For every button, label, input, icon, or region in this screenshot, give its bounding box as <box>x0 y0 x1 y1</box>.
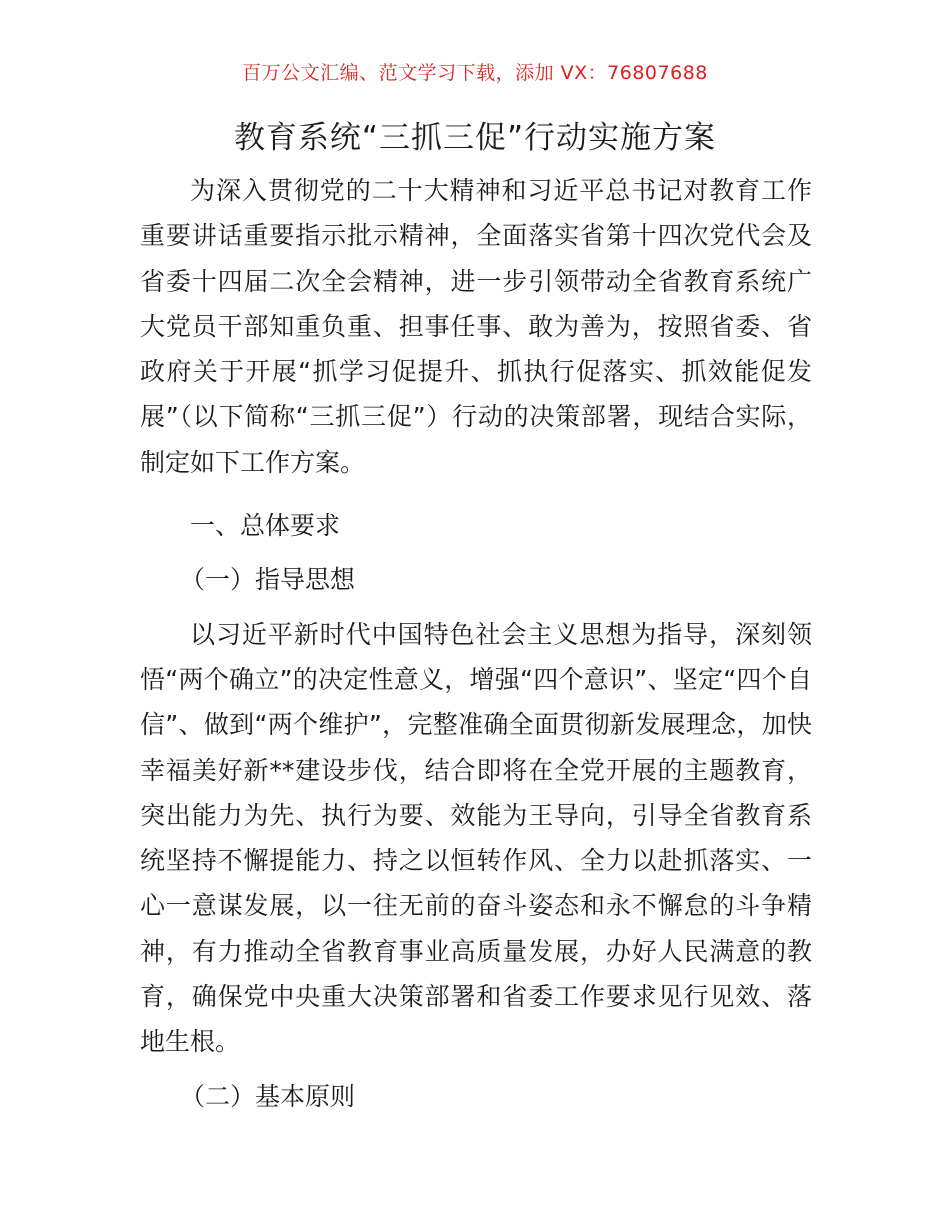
section-heading-general-requirements: 一、总体要求 <box>190 511 341 541</box>
guiding-ideology-paragraph: 以习近平新时代中国特色社会主义思想为指导，深刻领悟“两个确立”的决定性意义，增强“四个意识”、坚定“四个自信”、做到“两个维护”，完整准确全面贯彻新发展理念，加快幸福美好新**建设步伐，结合即将在全党开展的主题教育，突出能力为先、执行为要、效能为王导向，引导全省教育系统坚持不懈提能力、持之以恒转作风、全力以赴抓落实、一心一意谋发展，以一往无前的奋斗姿态和永不懈怠的斗争精神，有力推动全省教育事业高质量发展，办好人民满意的教育，确保党中央重大决策部署和省委工作要求见行见效、落地生根。 <box>140 619 812 1057</box>
subsection-heading-guiding-ideology: （一）指导思想 <box>180 565 356 595</box>
document-title: 教育系统“三抓三促”行动实施方案 <box>233 120 717 156</box>
subsection-heading-basic-principles: （二）基本原则 <box>180 1081 356 1111</box>
document-body <box>140 168 812 1119</box>
intro-paragraph: 为深入贯彻党的二十大精神和习近平总书记对教育工作重要讲话重要指示批示精神，全面落实省第十四次党代会及省委十四届二次全会精神，进一步引领带动全省教育系统广大党员干部知重负重、担事任事、敢为善为，按照省委、省政府关于开展“抓学习促提升、抓执行促落实、抓效能促发展”（以下简称“三抓三促”）行动的决策部署，现结合实际，制定如下工作方案。 <box>140 176 812 477</box>
watermark-text: 百万公文汇编、范文学习下载，添加 VX：76807688 <box>242 62 708 84</box>
